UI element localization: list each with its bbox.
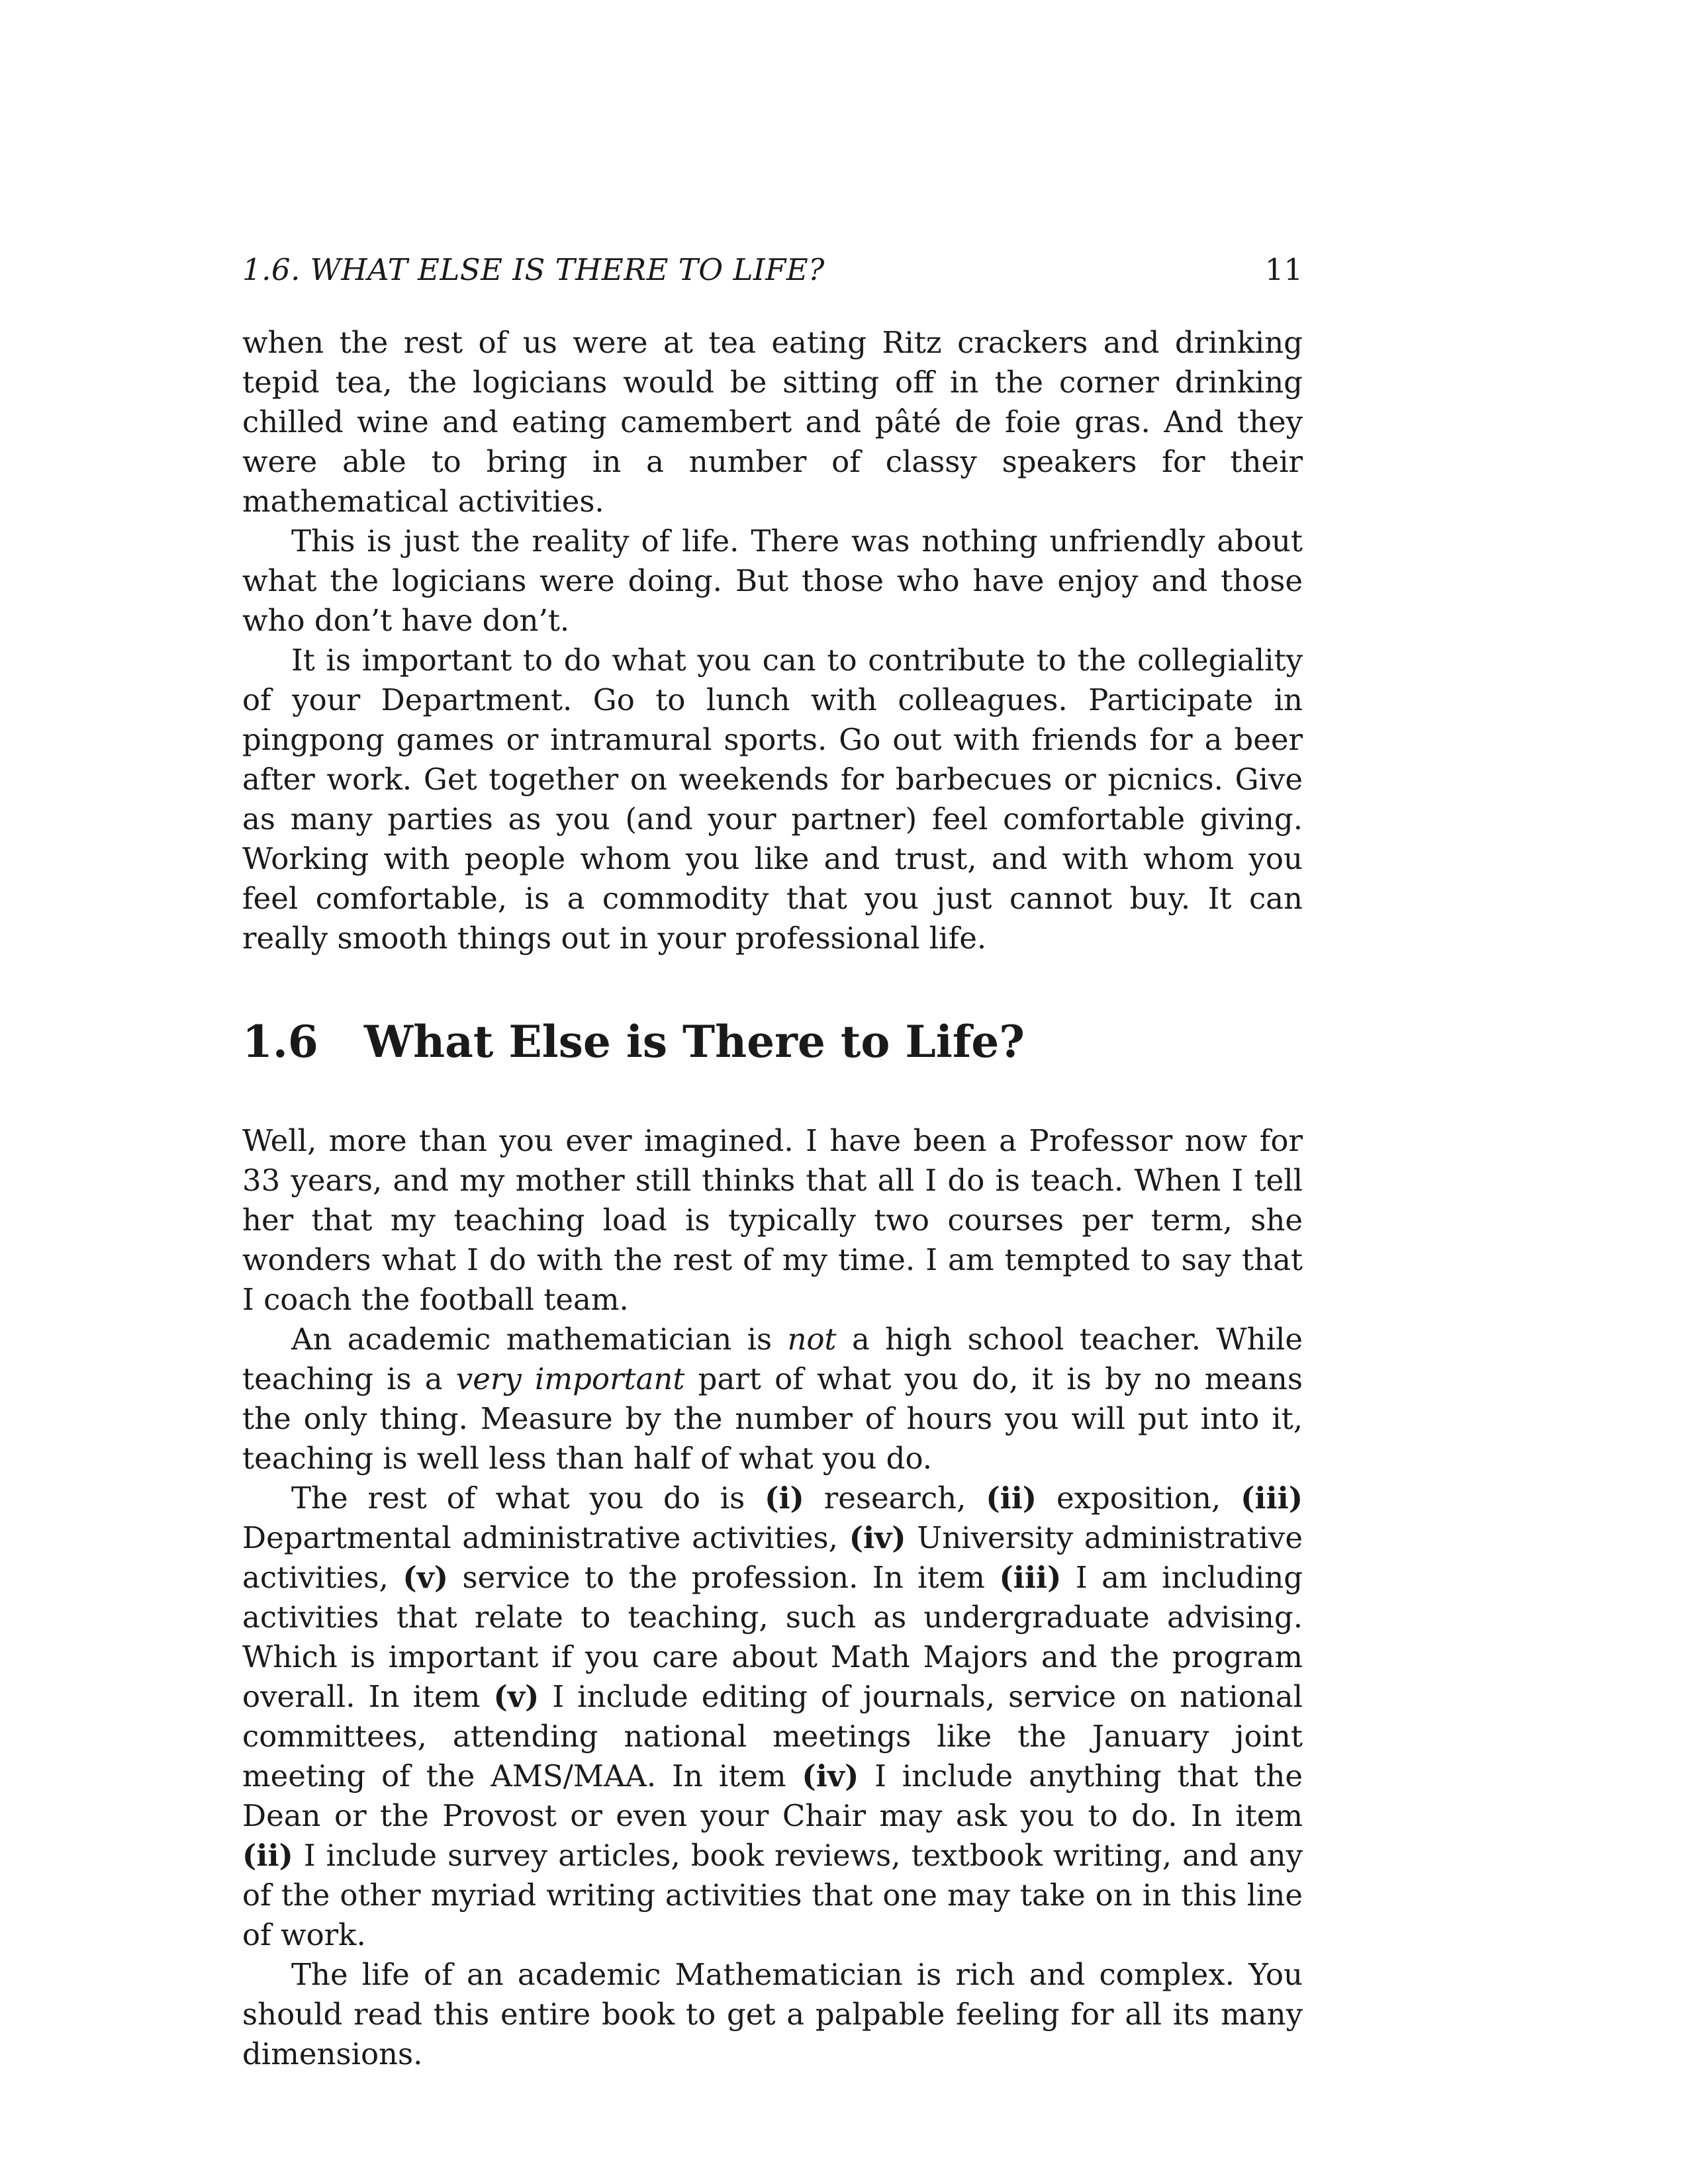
item-marker-iv: (iv) <box>849 1520 906 1555</box>
paragraph-rich-and-complex: The life of an academic Mathematician is rich and complex. You should read this entire book to get a palpable feeling for all its many dimensions. <box>242 1957 1303 2071</box>
text-run: The rest of what you do is <box>291 1480 765 1516</box>
text-run: Departmental administrative activities, <box>242 1520 849 1555</box>
text-run: I include editing of journals, service on national committees, attending national meetings like the January joint meeting of the AMS/MAA. In item <box>242 1679 1303 1794</box>
item-marker-v: (v) <box>493 1679 539 1714</box>
paragraph-tea-logicians: when the rest of us were at tea eating Ritz crackers and drinking tepid tea, the logicians would be sitting off in the corner drinking chilled wine and eating camembert and pâté de foie gras. And they were able to bring in a number of classy speakers for their mathematical activities. <box>242 325 1303 519</box>
section-number: 1.6 <box>242 1016 318 1068</box>
text-run: part of what you do, it is by no means the only thing. Measure by the number of hours you will put into it, teaching is well less than half of what you do. <box>242 1361 1303 1476</box>
paragraph-collegiality: It is important to do what you can to contribute to the collegiality of your Department. Go to lunch with colleagues. Participate in pingpong games or intramural sports. Go out with friends for a beer after work. Get together on weekends for barbecues or picnics. Give as many parties as you (and your partner) feel comfortable giving. Working with people whom you like and trust, and with whom you feel comfortable, is a commodity that you just cannot buy. It can really smooth things out in your professional life. <box>242 643 1303 956</box>
running-head-title: 1.6. WHAT ELSE IS THERE TO LIFE? <box>242 252 825 287</box>
item-marker-iv: (iv) <box>802 1758 859 1794</box>
text-run: research, <box>804 1480 986 1516</box>
item-marker-ii: (ii) <box>986 1480 1037 1516</box>
text-run: I include survey articles, book reviews, textbook writing, and any of the other myriad writing activities that one may take on in this line of work. <box>242 1838 1303 1952</box>
item-marker-iii: (iii) <box>999 1560 1062 1595</box>
paragraph-not-high-school-teacher <box>242 1320 1303 1479</box>
text-run: An academic mathematician is <box>291 1322 788 1357</box>
item-marker-ii: (ii) <box>242 1838 293 1873</box>
emphasis-not: not <box>787 1322 837 1357</box>
section-heading <box>242 1015 1303 1068</box>
page-number: 11 <box>1264 252 1303 287</box>
book-page <box>242 251 1303 2074</box>
item-marker-i: (i) <box>765 1480 804 1516</box>
paragraph-rest-of-what-you-do <box>242 1479 1303 1955</box>
text-run: I am including activities that relate to teaching, such as undergraduate advising. Which is important if you care about Math Majors and the program overall. In item <box>242 1560 1303 1714</box>
text-run: I include anything that the Dean or the Provost or even your Chair may ask you to do. In item <box>242 1758 1303 1833</box>
running-head <box>242 251 1303 289</box>
paragraph-more-than-imagined: Well, more than you ever imagined. I have been a Professor now for 33 years, and my mother still thinks that all I do is teach. When I tell her that my teaching load is typically two courses per term, she wonders what I do with the rest of my time. I am tempted to say that I coach the football team. <box>242 1123 1303 1317</box>
emphasis-very-important: very important <box>455 1361 685 1396</box>
section-title: What Else is There to Life? <box>364 1016 1025 1068</box>
item-marker-v: (v) <box>402 1560 449 1595</box>
text-run: University administrative activities, <box>242 1520 1303 1595</box>
text-run: a high school teacher. While teaching is a <box>242 1322 1303 1396</box>
paragraph-reality-of-life: This is just the reality of life. There was nothing unfriendly about what the logicians were doing. But those who have enjoy and those who don’t have don’t. <box>242 523 1303 638</box>
text-run: exposition, <box>1037 1480 1241 1516</box>
text-run: service to the profession. In item <box>448 1560 1000 1595</box>
item-marker-iii: (iii) <box>1241 1480 1303 1516</box>
